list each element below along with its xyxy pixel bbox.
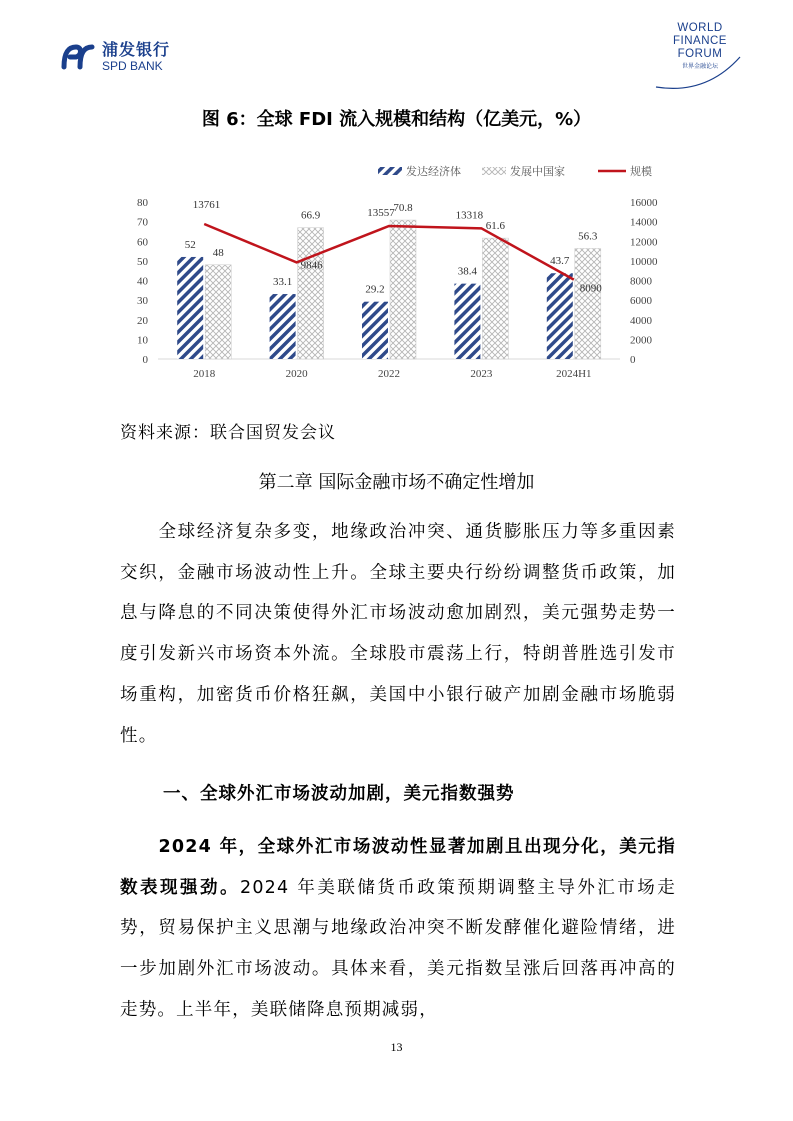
x-tick-label: 2023 <box>470 368 493 380</box>
right-tick-label: 10000 <box>630 255 658 268</box>
data-label-scale: 13761 <box>192 198 221 211</box>
left-tick-label: 10 <box>137 334 148 347</box>
chart-legend <box>378 164 652 178</box>
line-scale <box>204 224 574 280</box>
legend-scale-label: 规模 <box>630 165 652 178</box>
right-tick-label: 8000 <box>630 275 652 288</box>
bar-developing <box>298 228 324 359</box>
data-label-scale: 8090 <box>579 282 602 295</box>
data-label-developed: 43.7 <box>550 255 570 268</box>
left-tick-label: 30 <box>137 295 148 308</box>
legend-developed-label: 发达经济体 <box>406 165 461 178</box>
data-label-developing: 66.9 <box>300 209 321 222</box>
left-tick-label: 40 <box>137 275 148 288</box>
data-label-developing: 70.8 <box>393 202 413 215</box>
left-tick-label: 50 <box>137 255 148 268</box>
x-tick-label: 2020 <box>285 368 308 380</box>
data-label-developed: 33.1 <box>272 276 293 289</box>
left-tick-label: 80 <box>137 197 148 209</box>
x-tick-label: 2022 <box>378 368 400 380</box>
source-note: 资料来源：联合国贸发会议 <box>120 423 336 443</box>
data-label-developing: 48 <box>212 246 224 259</box>
data-label-developing: 56.3 <box>578 230 598 243</box>
bar-developed <box>454 284 480 359</box>
right-tick-label: 16000 <box>630 197 658 209</box>
paragraph-2 <box>120 827 676 1031</box>
left-tick-label: 60 <box>137 236 148 249</box>
right-tick-label: 12000 <box>630 236 658 249</box>
bar-developed <box>362 302 388 359</box>
wff-line-2: FINANCE <box>673 35 727 47</box>
data-label-scale: 13318 <box>455 209 484 222</box>
figure-title: 图 6：全球 FDI 流入规模和结构（亿美元，%） <box>201 109 592 130</box>
bar-developed <box>547 273 573 359</box>
section-heading: 一、全球外汇市场波动加剧，美元指数强势 <box>163 784 515 804</box>
legend-developed-swatch <box>378 167 402 175</box>
bar-developed <box>177 257 203 359</box>
x-tick-label: 2024H1 <box>556 368 592 380</box>
bar-developing <box>205 265 231 359</box>
bar-developing <box>390 220 416 359</box>
wff-line-3: FORUM <box>677 48 723 60</box>
bar-developing <box>575 249 601 359</box>
right-tick-label: 0 <box>630 354 636 366</box>
spd-logo-en: SPD BANK <box>102 59 163 73</box>
data-label-scale: 13557 <box>367 206 395 219</box>
paragraph-1: 全球经济复杂多变，地缘政治冲突、通货膨胀压力等多重因素交织，金融市场波动性上升。全球主要央行纷纷调整货币政策，加息与降息的不同决策使得外汇市场波动愈加剧烈，美元强势走势一度引发新兴市场资本外流。全球股市震荡上行，特朗普胜选引发市场重构，加密货币价格狂飙，美国中小银行破产加剧金融市场脆弱性。 <box>120 522 676 746</box>
legend-developing-label: 发展中国家 <box>510 165 565 178</box>
right-tick-label: 6000 <box>630 295 652 308</box>
page-number: 13 <box>390 1040 403 1054</box>
wff-logo-cn: 世界金融论坛 <box>681 63 718 70</box>
spd-bank-logo <box>60 42 170 72</box>
paragraph-2-lead: 2024 年，全球外汇市场波动性显著加剧且出现分化，美元指数表现强劲。 <box>120 837 676 898</box>
chapter-title: 第二章 国际金融市场不确定性增加 <box>258 472 535 493</box>
left-tick-label: 0 <box>142 354 148 366</box>
fdi-chart <box>120 160 680 390</box>
paragraph-2-body: 2024 年美联储货币政策预期调整主导外汇市场走势，贸易保护主义思潮与地缘政治冲突不断发酵催化避险情绪，进一步加剧外汇市场波动。具体来看，美元指数呈涨后回落再冲高的走势。上半年，美联储降息预期减弱， <box>120 877 676 1020</box>
bar-developing <box>482 238 508 359</box>
bar-developed <box>270 294 296 359</box>
left-tick-label: 70 <box>137 216 148 229</box>
data-label-scale: 9846 <box>300 259 323 272</box>
right-tick-label: 2000 <box>630 334 652 347</box>
page-header <box>0 0 793 100</box>
data-label-developed: 38.4 <box>457 265 478 278</box>
wff-line-1: WORLD <box>677 22 723 34</box>
left-tick-label: 20 <box>137 314 148 327</box>
data-label-developing: 61.6 <box>485 220 506 233</box>
data-label-developed: 29.2 <box>365 283 385 296</box>
right-tick-label: 4000 <box>630 314 652 327</box>
spd-logo-icon <box>60 43 96 71</box>
data-label-developed: 52 <box>184 238 196 251</box>
right-tick-label: 14000 <box>630 216 658 229</box>
x-tick-label: 2018 <box>193 368 216 380</box>
legend-developing-swatch <box>482 167 506 175</box>
wff-arc-icon <box>646 55 746 95</box>
spd-logo-cn: 浦发银行 <box>102 40 171 59</box>
